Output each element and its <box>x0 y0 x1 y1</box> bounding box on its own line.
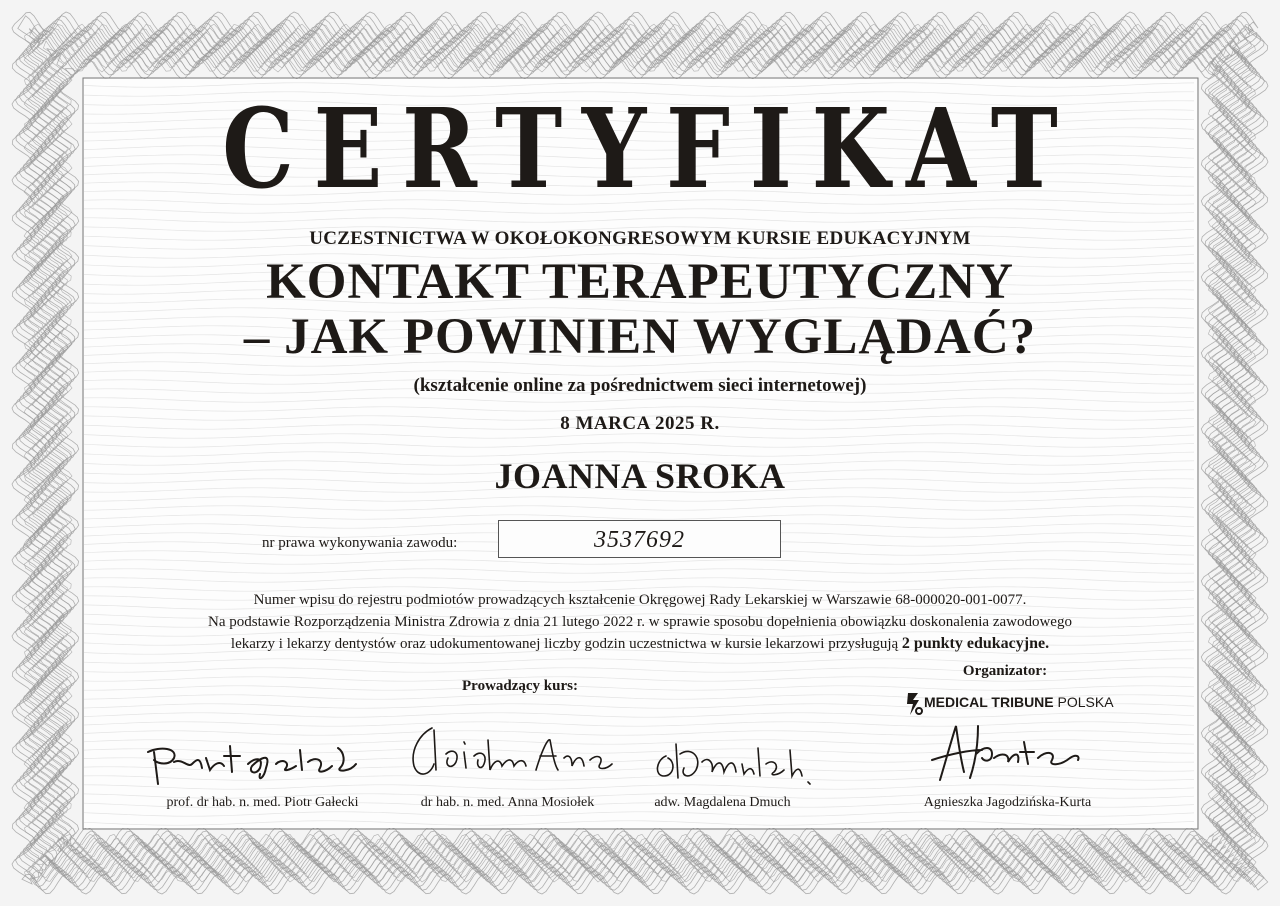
license-number-label: nr prawa wykonywania zawodu: <box>262 535 458 551</box>
registry-line: Numer wpisu do rejestru podmiotów prowadzących kształcenie Okręgowej Rady Lekarskiej w Warszawie 68-000020-001-0077. <box>253 592 1027 608</box>
signature-piotr-galecki <box>140 738 365 793</box>
education-points: 2 punkty edukacyjne. <box>901 635 1050 652</box>
signature-magdalena-dmuch <box>650 736 815 791</box>
signature-agnieszka-jagodzinska-kurta <box>920 720 1085 790</box>
course-title-line-1: KONTAKT TERAPEUTYCZNY <box>266 254 1014 310</box>
certificate-subtitle: UCZESTNICTWA W OKOŁOKONGRESOWYM KURSIE EDUKACYJNYM <box>309 228 971 249</box>
points-line-text: lekarzy i lekarzy dentystów oraz udokumentowanej liczby godzin uczestnictwa w kursie lekarzowi przysługują <box>230 636 899 652</box>
certificate-title: CERTYFIKAT <box>222 84 1078 213</box>
signature-anna-mosiolek <box>402 720 617 788</box>
medical-tribune-logo <box>904 690 1114 718</box>
course-leaders-label: Prowadzący kurs: <box>462 678 578 694</box>
regulation-line: Na podstawie Rozporządzenia Ministra Zdrowia z dnia 21 lutego 2022 r. w sprawie sposobu dopełnienia obowiązku doskonalenia zawodowego <box>208 614 1072 630</box>
logo-wordmark <box>924 694 1114 710</box>
logo-wordmark-light: POLSKA <box>1057 694 1114 710</box>
accreditation-info <box>0 589 1280 655</box>
course-date: 8 MARCA 2025 R. <box>560 413 720 434</box>
signatory-name-4: Agnieszka Jagodzińska-Kurta <box>923 795 1092 810</box>
participant-name: JOANNA SROKA <box>494 456 786 496</box>
medical-tribune-logo-icon <box>904 690 926 718</box>
license-number-value: 3537692 <box>594 527 685 553</box>
course-mode: (kształcenie online za pośrednictwem sieci internetowej) <box>413 375 867 396</box>
course-title-line-2: – JAK POWINIEN WYGLĄDAĆ? <box>243 309 1037 365</box>
points-line <box>0 633 1280 655</box>
organizer-label: Organizator: <box>962 663 1048 679</box>
signatory-name-3: adw. Magdalena Dmuch <box>654 795 791 810</box>
license-number-box <box>498 520 781 558</box>
signatory-name-1: prof. dr hab. n. med. Piotr Gałecki <box>166 795 359 810</box>
logo-wordmark-bold: MEDICAL TRIBUNE <box>924 694 1054 710</box>
signatory-name-2: dr hab. n. med. Anna Mosiołek <box>420 795 595 810</box>
